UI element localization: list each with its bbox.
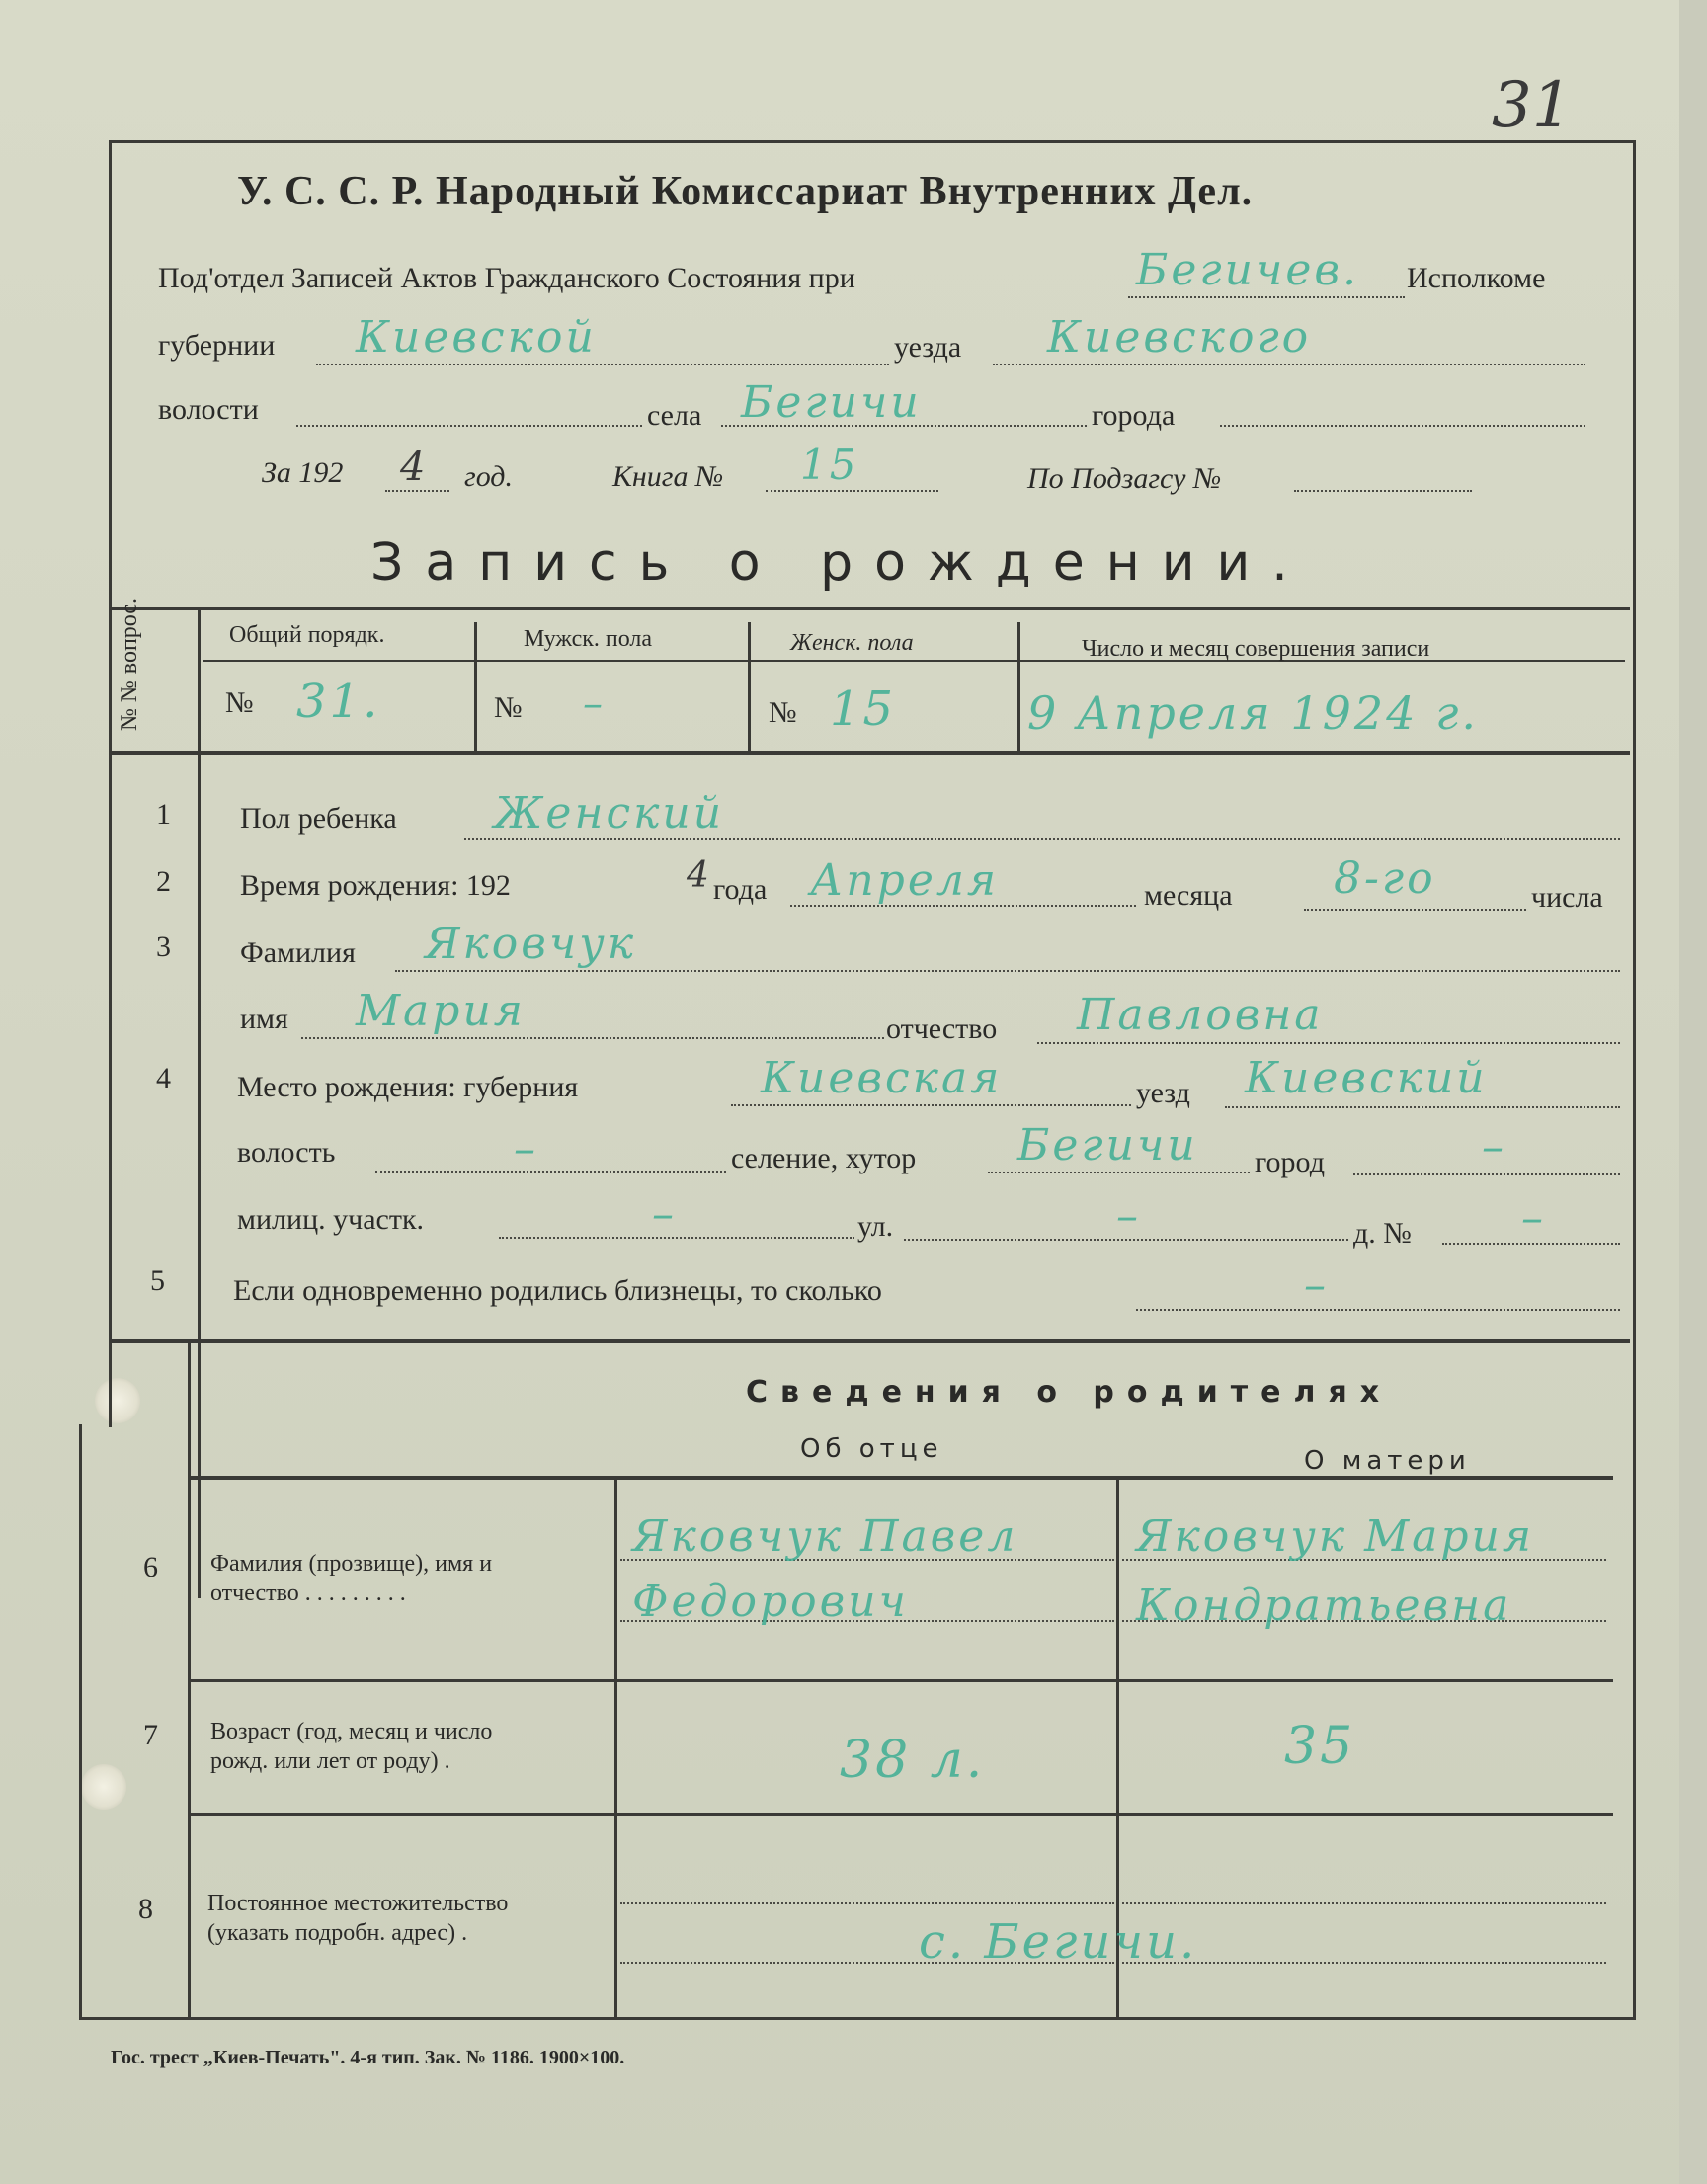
birth-year-value: 4	[687, 855, 709, 896]
subdepartment-value: Бегичев.	[1136, 245, 1359, 295]
col3-value: 15	[830, 682, 897, 737]
question-number-5: 5	[150, 1264, 165, 1297]
row6-rule	[191, 1679, 1613, 1682]
book-label: Книга №	[612, 460, 724, 493]
page-number: 31	[1492, 69, 1573, 142]
residence-label-1: Постоянное местожительство	[207, 1891, 509, 1916]
residence-value: с. Бегичи.	[919, 1914, 1198, 1970]
printer-footer: Гос. трест „Киев-Печать". 4-я тип. Зак. № 1186. 1900×100.	[111, 2047, 625, 2068]
father-column-divider	[614, 1480, 617, 2017]
header-title: У. С. С. Р. Народный Комиссариат Внутренних Дел.	[237, 169, 1254, 214]
residence-line-1	[620, 1902, 1114, 1904]
question-number-3: 3	[156, 930, 171, 963]
selo-label: села	[647, 399, 702, 432]
volost-label: волости	[158, 393, 259, 426]
first-name-value: Мария	[356, 986, 526, 1036]
book-value: 15	[800, 441, 859, 489]
birth-day-value: 8-го	[1334, 853, 1436, 904]
col1-value: 31.	[296, 674, 381, 729]
row7-rule	[191, 1813, 1613, 1816]
birthplace-volost-value: –	[514, 1124, 538, 1174]
col1-header: Общий порядк.	[229, 622, 385, 648]
question-number-7: 7	[143, 1719, 158, 1751]
col3-header: Женск. пола	[790, 630, 914, 656]
residence-label-2: (указать подробн. адрес) .	[207, 1920, 468, 1946]
col1-divider	[474, 622, 477, 751]
birthplace-gorod-line	[1353, 1173, 1620, 1175]
gorod-line	[1220, 425, 1585, 427]
book-line	[766, 490, 938, 492]
age-label-2: рожд. или лет от роду) .	[210, 1748, 450, 1774]
sex-value: Женский	[494, 788, 725, 839]
house-value: –	[1521, 1193, 1546, 1244]
question-number-header: № № вопрос.	[117, 597, 142, 731]
question-number-divider	[198, 610, 201, 1598]
birthplace-gorod-value: –	[1482, 1122, 1506, 1173]
uezd-label: уезда	[894, 331, 962, 364]
house-label: д. №	[1353, 1217, 1412, 1250]
birthplace-uezd-line	[1225, 1106, 1620, 1108]
mother-age: 35	[1284, 1717, 1356, 1776]
birthplace-gorod-label: город	[1255, 1146, 1325, 1178]
birth-time-label: Время рождения: 192	[240, 869, 511, 902]
gubernia-label: губернии	[158, 329, 276, 362]
birthplace-selo-label: селение, хутор	[731, 1142, 917, 1174]
volost-line	[296, 425, 642, 427]
first-name-line	[301, 1037, 884, 1039]
militia-line	[499, 1237, 854, 1239]
subdepartment-label: Под'отдел Записей Актов Гражданского Состояния при	[158, 262, 855, 294]
question-number-8: 8	[138, 1893, 153, 1925]
twins-line	[1136, 1309, 1620, 1311]
table-bottom-rule	[109, 751, 1630, 755]
militia-label: милиц. участк.	[237, 1203, 425, 1236]
gorod-label: города	[1092, 399, 1176, 432]
twins-label: Если одновременно родились близнецы, то сколько	[233, 1274, 882, 1307]
ispolkom-label: Исполкоме	[1407, 262, 1546, 294]
street-value: –	[1116, 1191, 1141, 1242]
father-name-1: Яковчук Павел	[632, 1511, 1018, 1562]
col1-prefix: №	[225, 687, 254, 719]
birthplace-gubernia-line	[731, 1104, 1131, 1106]
patronymic-label: отчество	[886, 1012, 998, 1045]
militia-value: –	[652, 1189, 677, 1240]
birth-year-suffix: года	[713, 873, 768, 906]
first-name-label: имя	[240, 1003, 288, 1035]
col2-header: Мужск. пола	[524, 626, 653, 652]
street-label: ул.	[857, 1210, 894, 1243]
parents-header-rule	[191, 1476, 1613, 1480]
year-suffix: год.	[464, 460, 513, 493]
father-age: 38 л.	[840, 1731, 986, 1790]
birth-month-label: месяца	[1144, 879, 1233, 912]
birth-day-line	[1304, 909, 1526, 911]
father-header: Об отце	[800, 1434, 943, 1464]
fio-label-1: Фамилия (прозвище), имя и	[210, 1551, 493, 1577]
gubernia-line	[316, 364, 889, 365]
record-title: Запись о рождении.	[370, 533, 1310, 593]
sex-label: Пол ребенка	[240, 802, 397, 835]
birthplace-gubernia-value: Киевская	[761, 1053, 1003, 1103]
gubernia-value: Киевской	[356, 312, 597, 363]
surname-label: Фамилия	[240, 936, 356, 969]
col4-header: Число и месяц совершения записи	[1082, 636, 1430, 662]
birth-month-value: Апреля	[810, 855, 1000, 906]
uezd-line	[993, 364, 1585, 365]
birthplace-volost-line	[375, 1171, 726, 1173]
question-number-4: 4	[156, 1062, 171, 1094]
col4-value: 9 Апреля 1924 г.	[1027, 687, 1479, 740]
year-value: 4	[400, 445, 426, 490]
year-line	[385, 490, 449, 492]
mother-header: О матери	[1304, 1446, 1471, 1476]
birthplace-selo-line	[988, 1172, 1250, 1173]
parents-title: Сведения о родителях	[746, 1375, 1393, 1410]
birth-day-label: числа	[1531, 881, 1603, 914]
surname-line	[395, 970, 1620, 972]
col2-prefix: №	[494, 691, 523, 724]
patronymic-value: Павловна	[1077, 990, 1324, 1040]
twins-value: –	[1304, 1260, 1329, 1311]
birthplace-uezd-value: Киевский	[1245, 1053, 1488, 1103]
podzags-label: По Подзагсу №	[1027, 462, 1222, 495]
question-number-2: 2	[156, 865, 171, 898]
question-number-6: 6	[143, 1551, 158, 1583]
surname-value: Яковчук	[425, 919, 637, 969]
uezd-value: Киевского	[1047, 312, 1312, 363]
subdepartment-line	[1128, 296, 1405, 298]
year-label: За 192	[262, 456, 344, 489]
col3-divider	[1017, 622, 1020, 751]
table-top-rule	[109, 607, 1630, 610]
parents-section-rule	[109, 1339, 1630, 1343]
col3-prefix: №	[769, 696, 797, 729]
father-name-2: Федорович	[632, 1577, 909, 1627]
col2-value: –	[583, 682, 606, 727]
birthplace-uezd-label: уезд	[1136, 1077, 1190, 1109]
podzags-line	[1294, 490, 1472, 492]
residence-line-3	[1122, 1902, 1606, 1904]
birthplace-selo-value: Бегичи	[1017, 1120, 1198, 1171]
selo-value: Бегичи	[741, 377, 922, 428]
patronymic-line	[1037, 1042, 1620, 1044]
mother-name-2: Кондратьевна	[1136, 1580, 1512, 1631]
age-label-1: Возраст (год, месяц и число	[210, 1719, 493, 1744]
question-number-1: 1	[156, 798, 171, 831]
col2-divider	[748, 622, 751, 751]
birthplace-label: Место рождения: губерния	[237, 1071, 579, 1103]
mother-name-1: Яковчук Мария	[1136, 1511, 1534, 1562]
fio-label-2: отчество . . . . . . . . .	[210, 1580, 406, 1606]
birthplace-volost-label: волость	[237, 1136, 336, 1169]
